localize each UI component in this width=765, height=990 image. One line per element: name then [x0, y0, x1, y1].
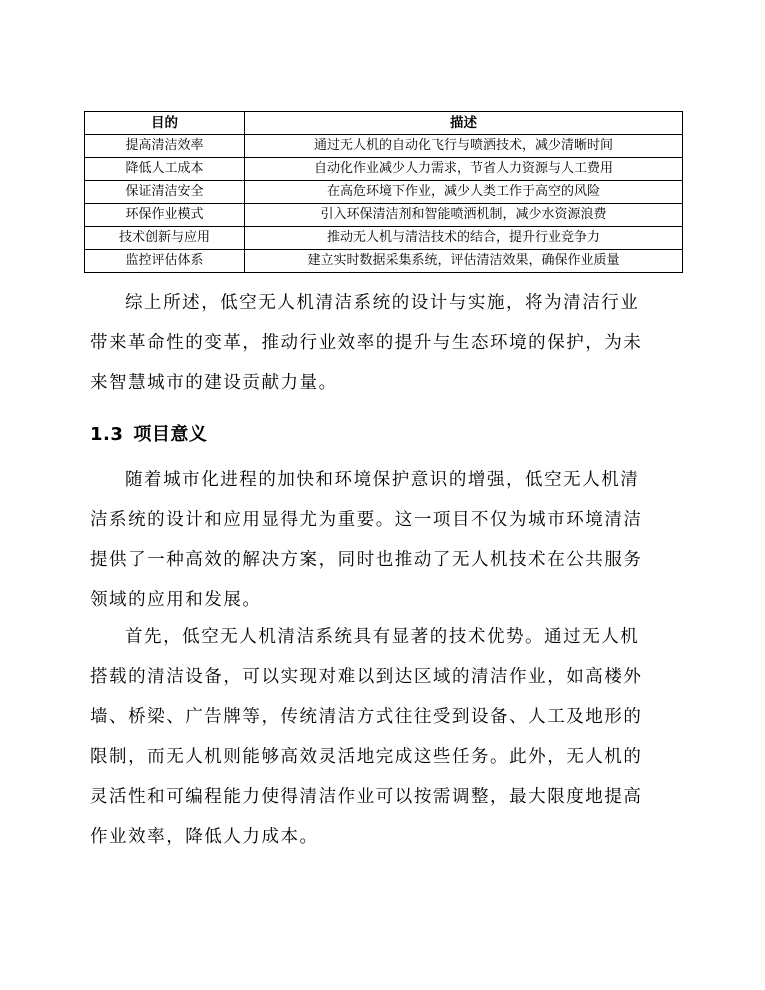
text-line: 洁系统的设计和应用显得尤为重要。这一项目不仅为城市环境清洁 [90, 510, 643, 530]
table-header-row [85, 112, 683, 135]
purpose-cell: 监控评估体系 [85, 250, 245, 273]
table-row [85, 158, 683, 181]
table-row [85, 204, 683, 227]
purpose-cell: 环保作业模式 [85, 204, 245, 227]
significance-paragraph-2 [90, 617, 680, 857]
text-line: 带来革命性的变革，推动行业效率的提升与生态环境的保护，为未 [90, 333, 643, 353]
significance-paragraph-1 [90, 460, 680, 620]
description-cell: 通过无人机的自动化飞行与喷洒技术，减少清晰时间 [245, 135, 683, 158]
text-line: 墙、桥梁、广告牌等，传统清洁方式往往受到设备、人工及地形的 [90, 707, 643, 727]
section-heading [90, 420, 207, 450]
text-line: 限制，而无人机则能够高效灵活地完成这些任务。此外，无人机的 [90, 747, 643, 767]
text-line: 随着城市化进程的加快和环境保护意识的增强，低空无人机清 [125, 470, 640, 490]
table-row [85, 135, 683, 158]
table-row [85, 181, 683, 204]
description-cell: 在高危环境下作业，减少人类工作于高空的风险 [245, 181, 683, 204]
purpose-cell: 保证清洁安全 [85, 181, 245, 204]
text-line: 首先，低空无人机清洁系统具有显著的技术优势。通过无人机 [125, 627, 640, 647]
table-row [85, 250, 683, 273]
table-row [85, 227, 683, 250]
summary-paragraph [90, 283, 680, 403]
description-cell: 自动化作业减少人力需求，节省人力资源与人工费用 [245, 158, 683, 181]
purpose-cell: 提高清洁效率 [85, 135, 245, 158]
description-cell: 推动无人机与清洁技术的结合，提升行业竞争力 [245, 227, 683, 250]
text-line: 灵活性和可编程能力使得清洁作业可以按需调整，最大限度地提高 [90, 787, 643, 807]
description-cell: 引入环保清洁剂和智能喷洒机制，减少水资源浪费 [245, 204, 683, 227]
text-line: 作业效率，降低人力成本。 [90, 827, 319, 847]
text-line: 来智慧城市的建设贡献力量。 [90, 373, 338, 393]
section-number: 1.3 [90, 424, 124, 445]
section-title: 项目意义 [133, 424, 208, 445]
text-line: 综上所述，低空无人机清洁系统的设计与实施，将为清洁行业 [125, 293, 640, 313]
purpose-cell: 降低人工成本 [85, 158, 245, 181]
purpose-cell: 技术创新与应用 [85, 227, 245, 250]
text-line: 提供了一种高效的解决方案，同时也推动了无人机技术在公共服务 [90, 550, 643, 570]
text-line: 领域的应用和发展。 [90, 590, 262, 610]
header-description: 描述 [245, 112, 683, 135]
description-cell: 建立实时数据采集系统，评估清洁效果，确保作业质量 [245, 250, 683, 273]
objectives-table [84, 111, 683, 273]
header-purpose: 目的 [85, 112, 245, 135]
text-line: 搭载的清洁设备，可以实现对难以到达区域的清洁作业，如高楼外 [90, 667, 643, 687]
